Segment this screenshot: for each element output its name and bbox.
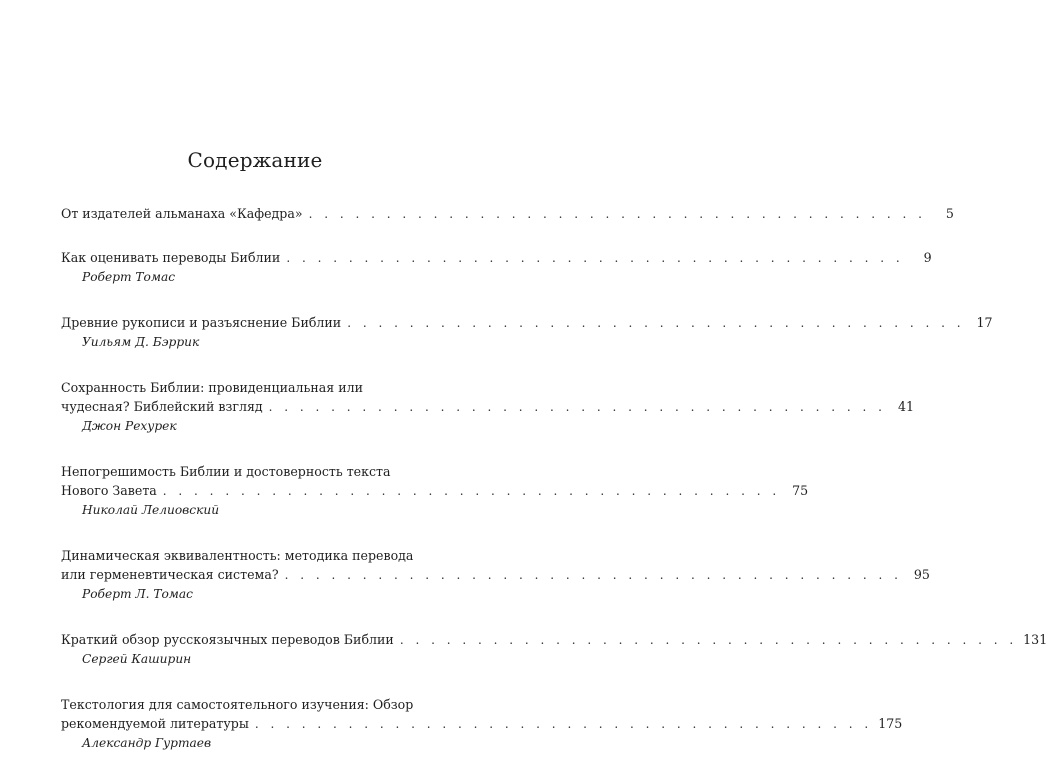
toc-entry-title-line <box>61 248 932 268</box>
toc-entry-title-line <box>61 313 993 333</box>
toc-entry-title: Текстология для самостоятельного изучения: Обзор <box>61 697 414 712</box>
toc-entry-author: Роберт Томас <box>82 270 176 284</box>
toc-entry <box>61 695 903 753</box>
page-title: Содержание <box>187 148 323 172</box>
dot-leader: . . . . . . . . . . . . . . . . . . . . . . . . . . . . . . . . . . . . . . . . <box>268 400 886 414</box>
toc-entry <box>61 630 1047 669</box>
toc-entry-title: или герменевтическая система? <box>61 567 279 582</box>
toc-page-number: 75 <box>792 483 809 498</box>
toc-entry-title: Сохранность Библии: провиденциальная или <box>61 380 364 395</box>
toc-entry-title: Краткий обзор русскоязычных переводов Библии <box>61 632 394 647</box>
toc-entry <box>61 313 993 352</box>
toc-entry-title-line-continued <box>61 695 464 714</box>
toc-entry-author: Роберт Л. Томас <box>82 587 194 601</box>
table-of-contents <box>61 204 1047 779</box>
toc-entry-author: Уильям Д. Бэррик <box>82 335 200 349</box>
toc-entry-title-line <box>61 204 954 224</box>
toc-page-number: 5 <box>945 206 954 221</box>
toc-entry-title: Непогрешимость Библии и достоверность текста <box>61 464 391 479</box>
dot-leader: . . . . . . . . . . . . . . . . . . . . . . . . . . . . . . . . . . . . . . . . <box>284 568 902 582</box>
toc-entry-author: Александр Гуртаев <box>82 736 212 750</box>
toc-page-number: 95 <box>913 567 930 582</box>
dot-leader: . . . . . . . . . . . . . . . . . . . . . . . . . . . . . . . . . . . . . . . . <box>399 633 1018 647</box>
toc-entry-title-line <box>61 630 1047 650</box>
toc-entry-title-line-continued <box>61 546 464 565</box>
toc-page-number: 17 <box>976 315 993 330</box>
toc-entry-title-line <box>61 397 914 417</box>
toc-entry-title: Динамическая эквивалентность: методика перевода <box>61 548 414 563</box>
toc-entry-author: Сергей Каширин <box>82 652 192 666</box>
dot-leader: . . . . . . . . . . . . . . . . . . . . . . . . . . . . . . . . . . . . . . . . <box>162 484 781 498</box>
toc-entry-title-line <box>61 714 903 734</box>
toc-entry-title-line <box>61 481 809 501</box>
toc-entry-title: рекомендуемой литературы <box>61 716 249 731</box>
toc-entry-title: чудесная? Библейский взгляд <box>61 399 263 414</box>
toc-page-number: 41 <box>897 399 914 414</box>
dot-leader: . . . . . . . . . . . . . . . . . . . . . . . . . . . . . . . . . . . . . . . . <box>286 251 904 265</box>
dot-leader: . . . . . . . . . . . . . . . . . . . . . . . . . . . . . . . . . . . . . . . . <box>308 207 926 221</box>
toc-page-number: 9 <box>923 250 932 265</box>
toc-entry-title-line-continued <box>61 378 464 397</box>
toc-page-number: 131 <box>1023 632 1047 647</box>
toc-entry-author: Николай Лелиовский <box>82 503 220 517</box>
toc-entry <box>61 204 954 224</box>
toc-entry <box>61 546 930 604</box>
toc-entry-title: Нового Завета <box>61 483 157 498</box>
toc-entry <box>61 248 932 287</box>
toc-entry-title: Как оценивать переводы Библии <box>61 250 281 265</box>
dot-leader: . . . . . . . . . . . . . . . . . . . . . . . . . . . . . . . . . . . . . . . . <box>254 717 873 731</box>
toc-entry <box>61 378 914 436</box>
toc-entry-title-line-continued <box>61 462 464 481</box>
toc-entry <box>61 462 809 520</box>
toc-entry-title: От издателей альманаха «Кафедра» <box>61 206 303 221</box>
toc-page-number: 175 <box>878 716 903 731</box>
toc-entry-author: Джон Рехурек <box>82 419 177 433</box>
dot-leader: . . . . . . . . . . . . . . . . . . . . . . . . . . . . . . . . . . . . . . . . <box>347 316 965 330</box>
toc-entry-title: Древние рукописи и разъяснение Библии <box>61 315 342 330</box>
toc-entry-title-line <box>61 565 930 585</box>
